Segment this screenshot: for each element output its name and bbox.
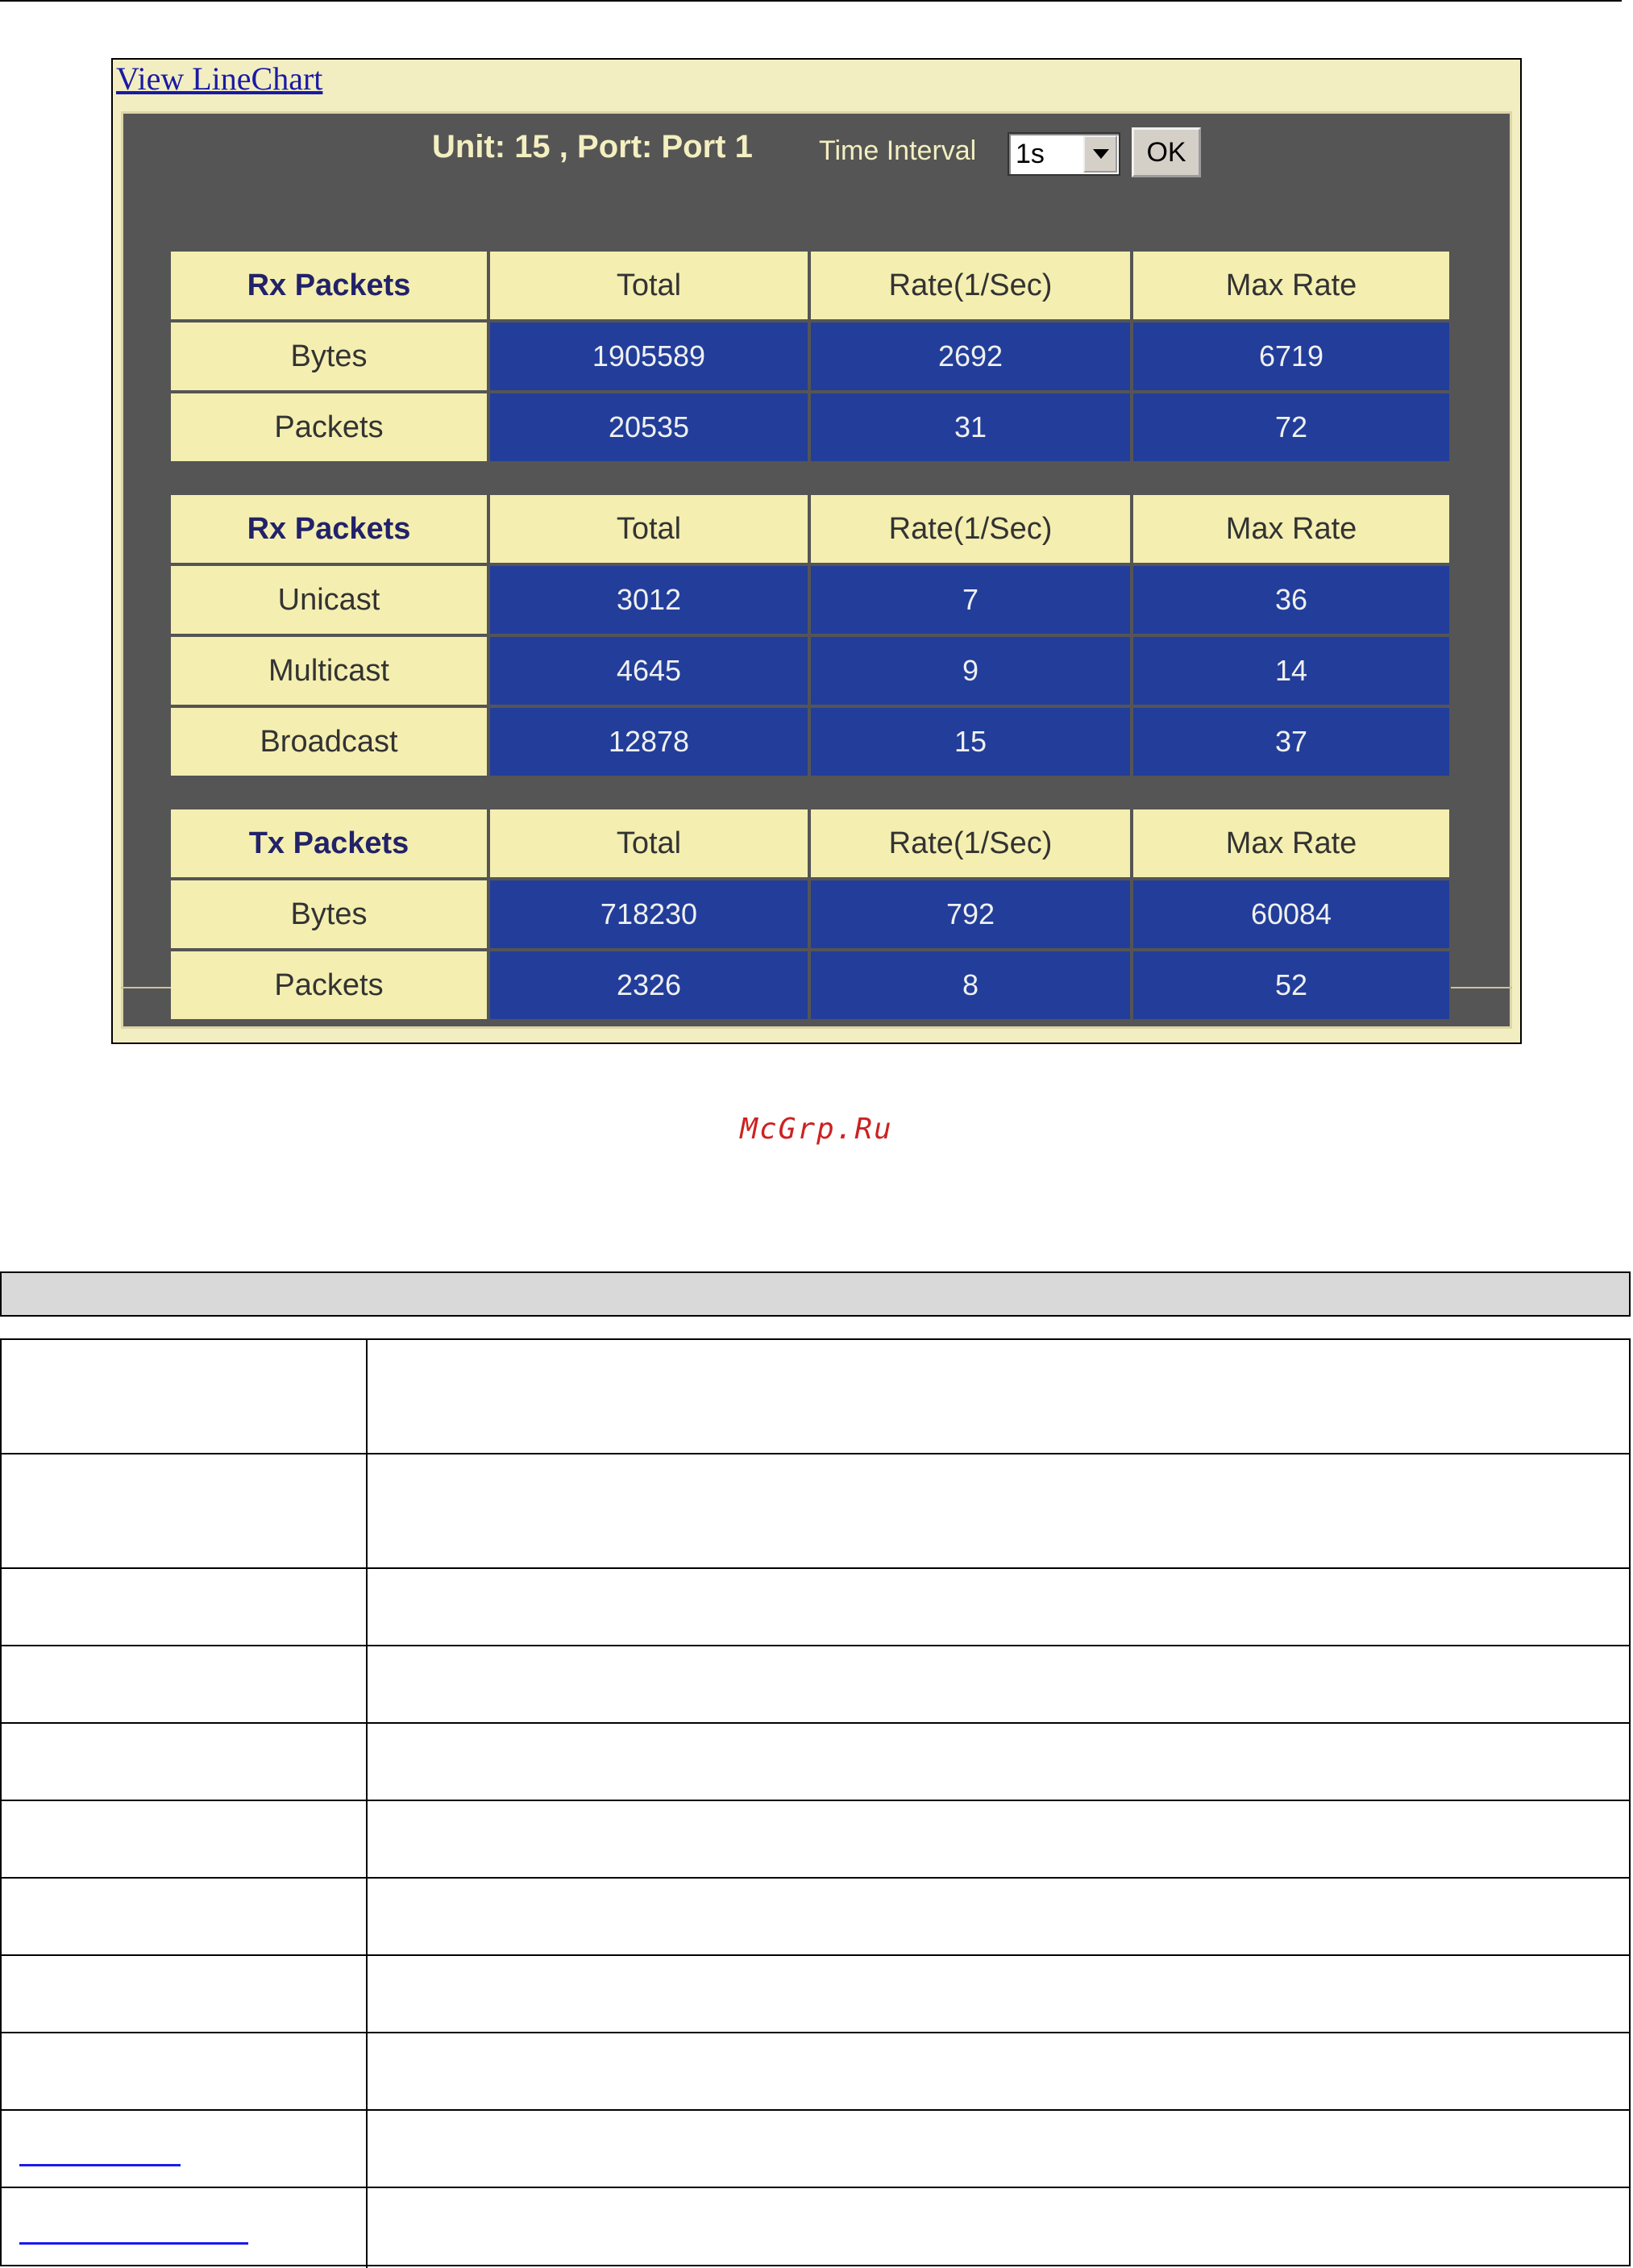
top-rule: [0, 0, 1622, 2]
description-row: [2, 1569, 1629, 1646]
screenshot-panel: [111, 58, 1522, 1044]
time-interval-label: Time Interval: [819, 135, 977, 166]
table-cell-value: 60084: [1133, 880, 1449, 948]
description-row: [2, 1340, 1629, 1454]
description-row: [2, 2111, 1629, 2188]
chevron-down-icon[interactable]: [1083, 135, 1117, 173]
table-cell-value: 37: [1133, 708, 1449, 776]
table-cell-value: 8: [811, 951, 1130, 1019]
description-row: [2, 1956, 1629, 2033]
table-cell-value: 718230: [490, 880, 808, 948]
panel-divider-right: [1451, 987, 1512, 988]
description-link-underline[interactable]: [19, 2164, 181, 2166]
table-column-header: Total: [490, 252, 808, 319]
table-row-label: Unicast: [171, 566, 487, 634]
ok-button[interactable]: OK: [1132, 127, 1201, 177]
table-section-title: Rx Packets: [171, 252, 487, 319]
description-row: [2, 1454, 1629, 1569]
table-section-title: Rx Packets: [171, 495, 487, 563]
table-column-header: Max Rate: [1133, 252, 1449, 319]
table-row-label: Broadcast: [171, 708, 487, 776]
table-row-label: Bytes: [171, 880, 487, 948]
table-cell-value: 36: [1133, 566, 1449, 634]
table-column-header: Max Rate: [1133, 809, 1449, 877]
table-cell-value: 31: [811, 393, 1130, 461]
table-cell-value: 9: [811, 637, 1130, 705]
description-row: [2, 1646, 1629, 1724]
table-cell-value: 2326: [490, 951, 808, 1019]
table-cell-value: 3012: [490, 566, 808, 634]
panel-divider-left: [121, 987, 176, 988]
table-cell-value: 7: [811, 566, 1130, 634]
table-row-label: Packets: [171, 951, 487, 1019]
description-link-underline[interactable]: [19, 2242, 248, 2245]
table-cell-value: 72: [1133, 393, 1449, 461]
table-column-header: Rate(1/Sec): [811, 809, 1130, 877]
description-row: [2, 2033, 1629, 2111]
table-cell-value: 1905589: [490, 323, 808, 390]
table-column-header: Max Rate: [1133, 495, 1449, 563]
description-row: [2, 2188, 1629, 2266]
table-cell-value: 15: [811, 708, 1130, 776]
table-cell-value: 52: [1133, 951, 1449, 1019]
description-table: [0, 1338, 1631, 2266]
description-row: [2, 1801, 1629, 1879]
time-interval-select[interactable]: [1008, 132, 1120, 176]
description-row: [2, 1879, 1629, 1956]
table-column-header: Total: [490, 495, 808, 563]
view-linechart-link[interactable]: View LineChart: [116, 60, 323, 97]
watermark: McGrp.Ru: [740, 1113, 893, 1146]
table-cell-value: 12878: [490, 708, 808, 776]
table-row-label: Bytes: [171, 323, 487, 390]
table-row-label: Multicast: [171, 637, 487, 705]
table-column-header: Total: [490, 809, 808, 877]
description-table-header: [0, 1271, 1631, 1317]
unit-port-title: Unit: 15 , Port: Port 1: [432, 129, 753, 164]
table-cell-value: 4645: [490, 637, 808, 705]
description-row: [2, 1724, 1629, 1801]
table-cell-value: 14: [1133, 637, 1449, 705]
table-section-title: Tx Packets: [171, 809, 487, 877]
table-column-header: Rate(1/Sec): [811, 495, 1130, 563]
table-row-label: Packets: [171, 393, 487, 461]
table-cell-value: 20535: [490, 393, 808, 461]
table-cell-value: 6719: [1133, 323, 1449, 390]
table-cell-value: 2692: [811, 323, 1130, 390]
table-cell-value: 792: [811, 880, 1130, 948]
time-interval-value: 1s: [1016, 139, 1045, 169]
table-column-header: Rate(1/Sec): [811, 252, 1130, 319]
